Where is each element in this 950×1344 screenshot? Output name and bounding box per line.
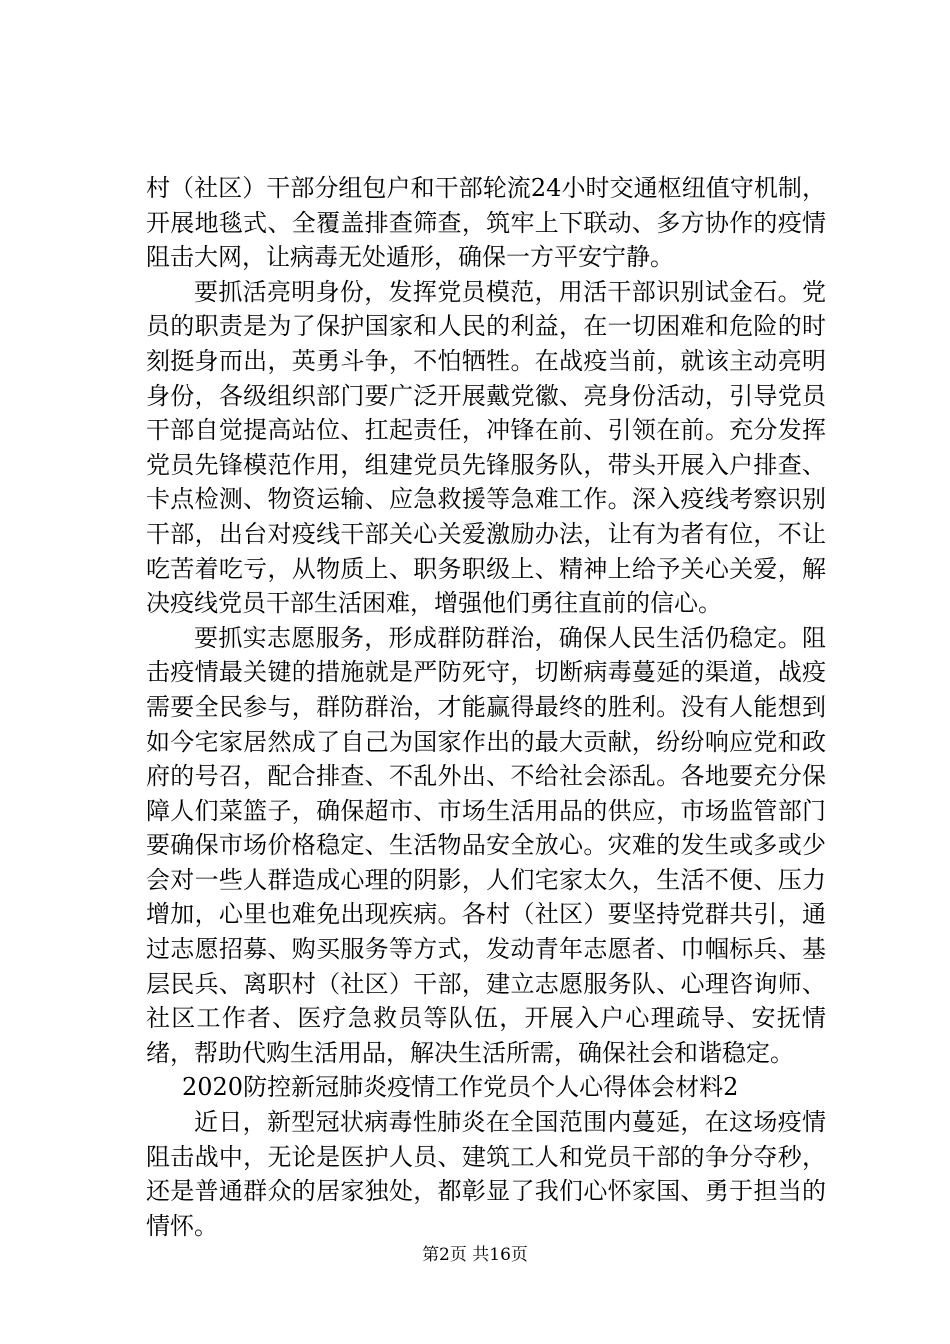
document-body <box>146 171 826 1243</box>
page-number: 第2页 共16页 <box>422 1245 528 1265</box>
paragraph-party-identity: 要抓活亮明身份，发挥党员模范，用活干部识别试金石。党员的职责是为了保护国家和人民的利益，在一切困难和危险的时刻挺身而出，英勇斗争，不怕牺牲。在战疫当前，就该主动亮明身份，各级组织部门要广泛开展戴党徽、亮身份活动，引导党员干部自觉提高站位、扛起责任，冲锋在前、引领在前。充分发挥党员先锋模范作用，组建党员先锋服务队，带头开展入户排查、卡点检测、物资运输、应急救援等急难工作。深入疫线考察识别干部，出台对疫线干部关心关爱激励办法，让有为者有位，不让吃苦着吃亏，从物质上、职务职级上、精神上给予关心关爱，解决疫线党员干部生活困难，增强他们勇往直前的信心。 <box>146 277 826 618</box>
paragraph-continuation: 村（社区）干部分组包户和干部轮流24小时交通枢纽值守机制，开展地毯式、全覆盖排查筛查，筑牢上下联动、多方协作的疫情阻击大网，让病毒无处遁形，确保一方平安宁静。 <box>146 174 826 272</box>
paragraph-volunteer-service: 要抓实志愿服务，形成群防群治，确保人民生活仍稳定。阻击疫情最关键的措施就是严防死守，切断病毒蔓延的渠道，战疫需要全民参与，群防群治，才能赢得最终的胜利。没有人能想到如今宅家居然成了自己为国家作出的最大贡献，纷纷响应党和政府的号召，配合排查、不乱外出、不给社会添乱。各地要充分保障人们菜篮子，确保超市、市场生活用品的供应，市场监管部门要确保市场价格稳定、生活物品安全放心。灾难的发生或多或少会对一些人群造成心理的阴影，人们宅家太久，生活不便、压力增加，心里也难免出现疾病。各村（社区）要坚持党群共引，通过志愿招募、购买服务等方式，发动青年志愿者、巾帼标兵、基层民兵、离职村（社区）干部，建立志愿服务队、心理咨询师、社区工作者、医疗急救员等队伍，开展入户心理疏导、安抚情绪，帮助代购生活用品，解决生活所需，确保社会和谐稳定。 <box>146 623 826 1067</box>
section-heading: 2020防控新冠肺炎疫情工作党员个人心得体会材料2 <box>182 1073 739 1102</box>
page-footer <box>0 1244 950 1266</box>
paragraph-intro: 近日，新型冠状病毒性肺炎在全国范围内蔓延，在这场疫情阻击战中，无论是医护人员、建筑工人和党员干部的争分夺秒，还是普通群众的居家独处，都彰显了我们心怀家国、勇于担当的情怀。 <box>146 1108 826 1240</box>
